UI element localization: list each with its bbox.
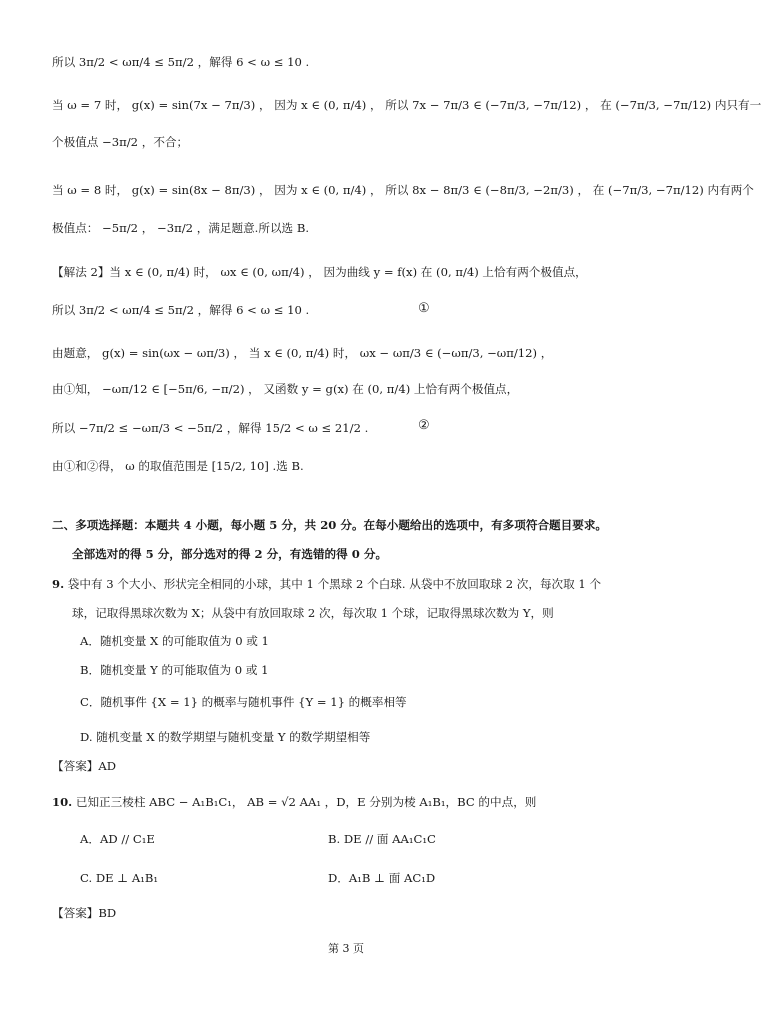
circled-mark-1: ① bbox=[418, 301, 430, 316]
page-number: 第 3 页 bbox=[328, 942, 364, 955]
solution2-line5: 所以 −7π/2 ≤ −ωπ/3 < −5π/2 ，解得 15/2 < ω ≤ 21/2 . bbox=[52, 421, 369, 435]
solution2-line4: 由①知， −ωπ/12 ∈ [−5π/6, −π/2) ， 又函数 y = g(x) 在 (0, π/4) 上恰有两个极值点， bbox=[52, 382, 519, 396]
solution2-line3: 由题意， g(x) = sin(ωx − ωπ/3) ， 当 x ∈ (0, π/4) 时， ωx − ωπ/3 ∈ (−ωπ/3, −ωπ/12) ， bbox=[52, 346, 553, 360]
circled-mark-2: ② bbox=[418, 418, 430, 433]
solution1-line1: 所以 3π/2 < ωπ/4 ≤ 5π/2 ，解得 6 < ω ≤ 10 . bbox=[52, 55, 310, 69]
solution2-line1: 【解法 2】当 x ∈ (0, π/4) 时， ωx ∈ (0, ωπ/4) ， 因为曲线 y = f(x) 在 (0, π/4) 上恰有两个极值点， bbox=[52, 265, 587, 279]
question-9-option-b: B．随机变量 Y 的可能取值为 0 或 1 bbox=[80, 663, 269, 677]
question-9-stem-text: 袋中有 3 个大小、形状完全相同的小球，其中 1 个黑球 2 个白球. 从袋中不放回取球 2 次，每次取 1 个 bbox=[67, 577, 602, 591]
question-9-option-c: C．随机事件 {X = 1} 的概率与随机事件 {Y = 1} 的概率相等 bbox=[80, 695, 407, 709]
solution2-line2: 所以 3π/2 < ωπ/4 ≤ 5π/2 ，解得 6 < ω ≤ 10 . bbox=[52, 303, 310, 317]
solution1-line4: 当 ω = 8 时， g(x) = sin(8x − 8π/3) ， 因为 x ∈ (0, π/4) ， 所以 8x − 8π/3 ∈ (−8π/3, −2π/3) ， 在 (−7π/3, −7π/12) 内有两个 bbox=[52, 183, 754, 197]
question-10-option-a: A．AD // C₁E bbox=[80, 832, 155, 846]
question-10-stem bbox=[52, 794, 658, 810]
solution1-line5: 极值点： −5π/2 ， −3π/2 ，满足题意.所以选 B. bbox=[52, 221, 310, 235]
question-10-stem-text: 已知正三棱柱 ABC − A₁B₁C₁， AB = √2 AA₁ ，D，E 分别为棱 A₁B₁，BC 的中点，则 bbox=[75, 795, 537, 809]
question-9-option-d: D. 随机变量 X 的数学期望与随机变量 Y 的数学期望相等 bbox=[80, 730, 371, 744]
question-9-answer: 【答案】AD bbox=[52, 759, 117, 773]
question-9-option-a: A．随机变量 X 的可能取值为 0 或 1 bbox=[80, 634, 269, 648]
solution2-line6: 由①和②得， ω 的取值范围是 [15/2, 10] .选 B. bbox=[52, 459, 304, 473]
section-heading: 二、多项选择题：本题共 4 小题，每小题 5 分，共 20 分。在每小题给出的选项中，有多项符合题目要求。 bbox=[52, 518, 608, 532]
question-10-option-c: C. DE ⊥ A₁B₁ bbox=[80, 871, 159, 885]
question-9-stem bbox=[52, 576, 658, 592]
question-10-option-b: B. DE // 面 AA₁C₁C bbox=[328, 832, 436, 846]
solution1-line3: 个极值点 −3π/2 ，不合； bbox=[52, 135, 189, 149]
question-10-number: 10. bbox=[52, 795, 73, 809]
solution1-line2: 当 ω = 7 时， g(x) = sin(7x − 7π/3) ， 因为 x ∈ (0, π/4) ， 所以 7x − 7π/3 ∈ (−7π/3, −7π/12) ， 在 (−7π/3, −7π/12) 内只有一 bbox=[52, 98, 761, 112]
section-heading-line2: 全部选对的得 5 分，部分选对的得 2 分，有选错的得 0 分。 bbox=[72, 547, 388, 561]
question-9-stem-line2: 球，记取得黑球次数为 X；从袋中有放回取球 2 次，每次取 1 个球，记取得黑球次数为 Y，则 bbox=[72, 606, 554, 620]
question-9-number: 9. bbox=[52, 577, 65, 591]
question-10-option-d: D．A₁B ⊥ 面 AC₁D bbox=[328, 871, 436, 885]
question-10-answer: 【答案】BD bbox=[52, 906, 117, 920]
